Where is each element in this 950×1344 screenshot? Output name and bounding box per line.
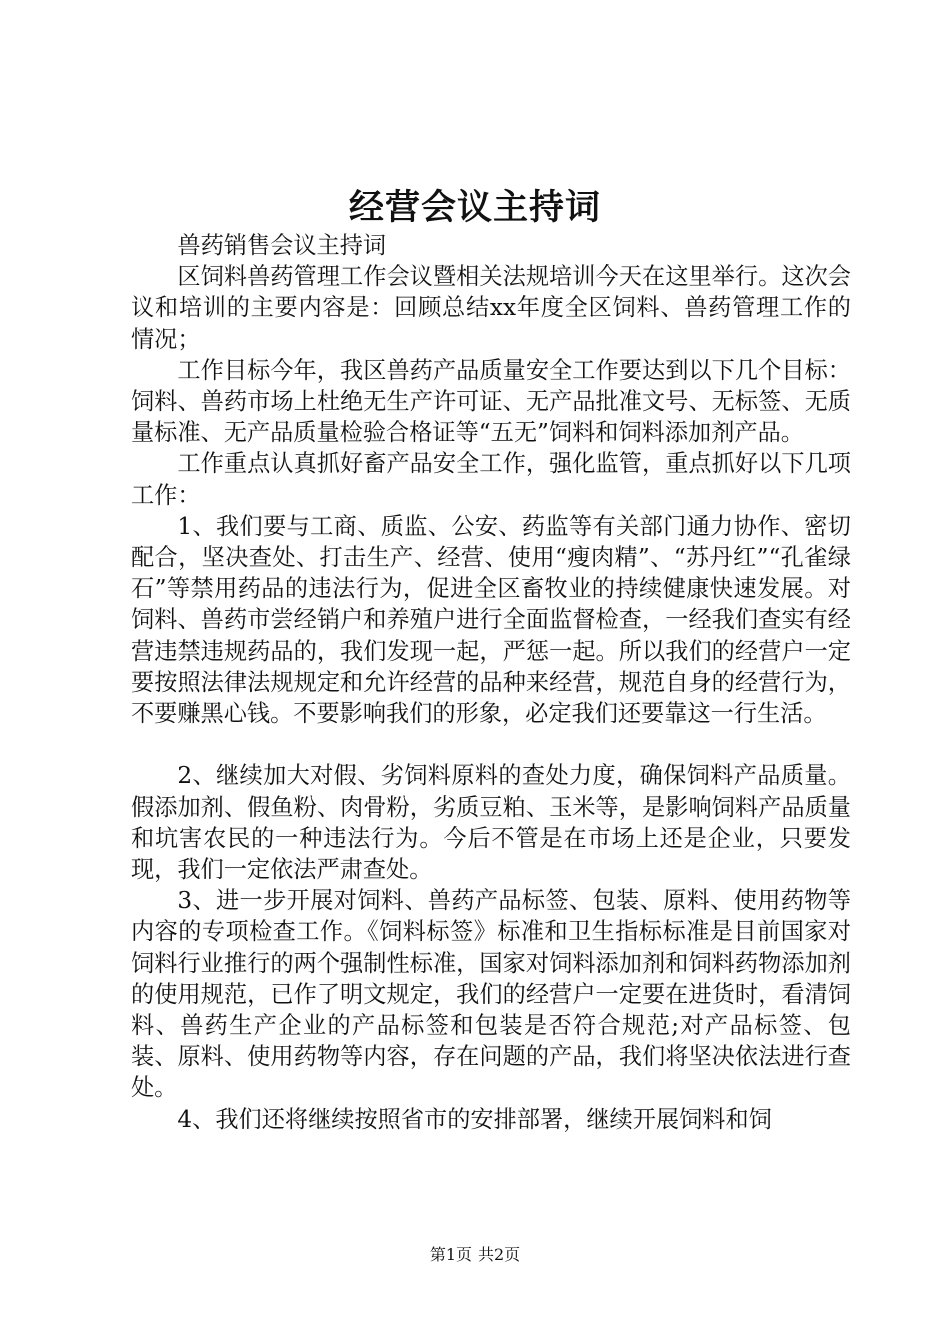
goals-paragraph: 工作目标今年，我区兽药产品质量安全工作要达到以下几个目标：饲料、兽药市场上杜绝无生产许可证、无产品批准文号、无标签、无质量标准、无产品质量检验合格证等“五无”饲料和饲料添加剂产品。 [131, 356, 851, 447]
focus-paragraph: 工作重点认真抓好畜产品安全工作，强化监管，重点抓好以下几项工作： [131, 450, 851, 509]
page-footer [0, 1243, 950, 1267]
document-body [131, 230, 851, 1135]
item-1-paragraph: 1、我们要与工商、质监、公安、药监等有关部门通力协作、密切配合，坚决查处、打击生产、经营、使用“瘦肉精”、“苏丹红”“孔雀绿石”等禁用药品的违法行为，促进全区畜牧业的持续健康快速发展。对饲料、兽药市尝经销户和养殖户进行全面监督检查，一经我们查实有经营违禁违规药品的，我们发现一起，严惩一起。所以我们的经营户一定要按照法律法规规定和允许经营的品种来经营，规范自身的经营行为，不要赚黑心钱。不要影响我们的形象，必定我们还要靠这一行生活。 [131, 512, 851, 728]
item-4-paragraph: 4、我们还将继续按照省市的安排部署，继续开展饲料和饲 [177, 1105, 772, 1133]
document-title: 经营会议主持词 [348, 187, 601, 228]
subtitle-paragraph: 兽药销售会议主持词 [177, 232, 387, 259]
page-total: 共2页 [478, 1245, 521, 1264]
item-2-paragraph: 2、继续加大对假、劣饲料原料的查处力度，确保饲料产品质量。假添加剂、假鱼粉、肉骨粉，劣质豆粕、玉米等，是影响饲料产品质量和坑害农民的一种违法行为。今后不管是在市场上还是企业，只要发现，我们一定依法严肃查处。 [131, 762, 851, 884]
intro-paragraph: 区饲料兽药管理工作会议暨相关法规培训今天在这里举行。这次会议和培训的主要内容是：回顾总结xx年度全区饲料、兽药管理工作的情况； [131, 263, 851, 353]
item-3-paragraph: 3、进一步开展对饲料、兽药产品标签、包装、原料、使用药物等内容的专项检查工作。《饲料标签》标准和卫生指标标准是目前国家对饲料行业推行的两个强制性标准，国家对饲料添加剂和饲料药物添加剂的使用规范，已作了明文规定，我们的经营户一定要在进货时，看清饲料、兽药生产企业的产品标签和包装是否符合规范;对产品标签、包装、原料、使用药物等内容，存在问题的产品，我们将坚决依法进行查处。 [131, 887, 851, 1102]
page-number: 第1页 [429, 1245, 472, 1264]
